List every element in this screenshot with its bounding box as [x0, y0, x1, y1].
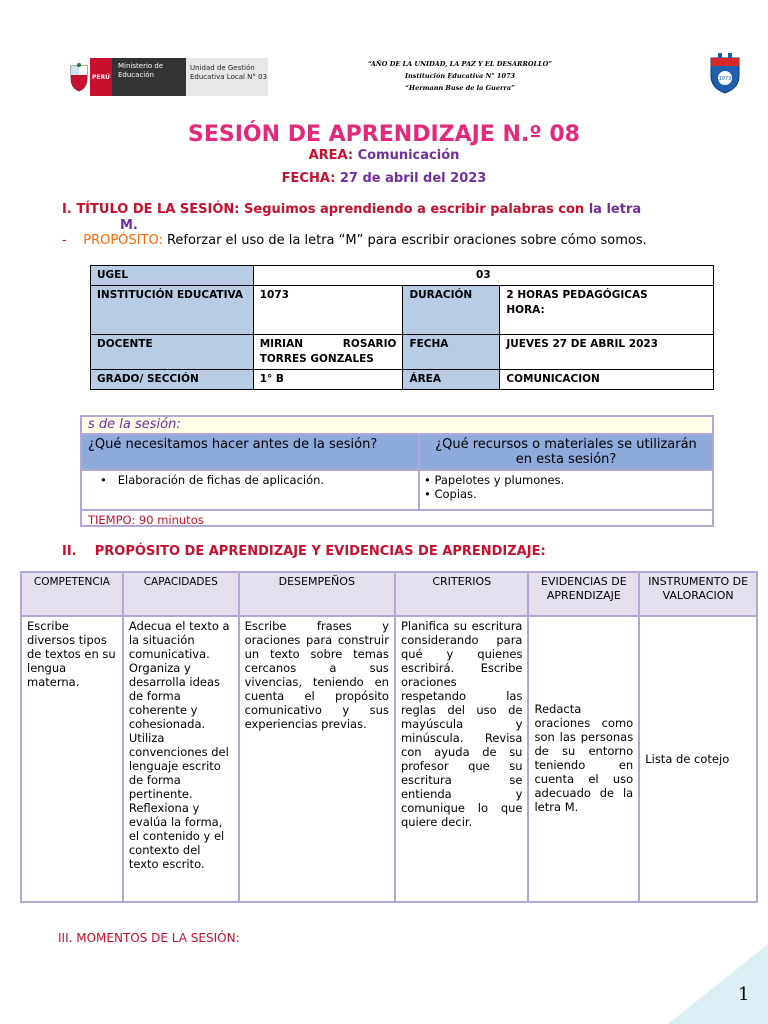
duracion-value: 2 HORAS PEDAGÓGICAS [506, 289, 648, 301]
materials-table [80, 415, 714, 527]
materials-col1-list [82, 470, 419, 510]
ugel-label: UGEL [91, 266, 254, 286]
page-number: 1 [738, 984, 750, 1005]
institucion-value: 1073 [253, 286, 403, 335]
header-competencia: COMPETENCIA [21, 572, 123, 616]
fecha-label: FECHA: [281, 171, 336, 186]
cell-criterios: Planifica su escritura considerando para qué y quienes escribirá. Escribe oraciones respetando las reglas del uso de mayúscula y minúscula. Revisa con ayuda de su profesor que su escritura se entienda y comunique lo que quiere decir. [395, 616, 529, 902]
institution-line: Institución Educativa N° 1073 [404, 72, 516, 80]
ugel-unit-label: Unidad de Gestión Educativa Local N° 03 [186, 58, 268, 96]
list-item: • Copias. [424, 487, 477, 501]
materials-strip: s de la sesión: [82, 417, 712, 433]
section-1-number: I. [62, 202, 72, 217]
section-1-letter: M. [120, 218, 138, 233]
cell-competencia: Escribe diversos tipos de textos en su lengua materna. [21, 616, 123, 902]
proposito-label: PROPÓSITO: [83, 233, 163, 248]
area-table-value: COMUNICACION [500, 370, 714, 390]
tiempo-label: TIEMPO: 90 minutos [82, 510, 712, 529]
materials-col1-header: ¿Qué necesitamos hacer antes de la sesión? [82, 434, 419, 470]
header-capacidades: CAPACIDADES [123, 572, 239, 616]
header-instrumento: INSTRUMENTO DE VALORACION [639, 572, 757, 616]
section-1-highlight: la letra [588, 202, 642, 217]
ugel-value: 03 [253, 266, 713, 286]
crest-number: 1073 [718, 76, 732, 82]
fecha-value: 27 de abril del 2023 [339, 171, 487, 186]
competencias-table [20, 571, 758, 903]
grado-label: GRADO/ SECCIÓN [91, 370, 254, 390]
institucion-label: INSTITUCIÓN EDUCATIVA [91, 286, 254, 335]
materials-col2-list [419, 470, 712, 510]
duracion-label: DURACIÓN [403, 286, 500, 335]
ministry-label: Ministerio de Educación [112, 58, 186, 96]
proposito-bullet: - [62, 233, 67, 248]
section-3-title: III. MOMENTOS DE LA SESIÓN: [58, 931, 240, 945]
docente-value: MIRIAN ROSARIO TORRES GONZALES [253, 335, 403, 370]
area-line [0, 148, 768, 163]
proposito-text: Reforzar el uso de la letra “M” para escribir oraciones sobre cómo somos. [166, 233, 647, 248]
area-table-label: ÁREA [403, 370, 500, 390]
school-crest-icon [708, 52, 742, 94]
fecha-line [0, 171, 768, 186]
header-evidencias: EVIDENCIAS DE APRENDIZAJE [528, 572, 639, 616]
materials-col2-header: ¿Qué recursos o materiales se utilizarán en esta sesión? [419, 434, 712, 470]
header-center [330, 58, 590, 94]
cell-evidencias: Redacta oraciones como son las personas de su entorno teniendo en cuenta el uso adecuado de la letra M. [528, 616, 639, 902]
section-1-text: Seguimos aprendiendo a escribir palabras con [244, 202, 585, 217]
peru-shield-icon [68, 58, 90, 96]
grado-value: 1° B [253, 370, 403, 390]
institution-name: “Hermann Buse de la Guerra” [405, 84, 515, 92]
materials-grid [82, 433, 712, 529]
minedu-logo [68, 58, 186, 96]
section-2-title [62, 544, 546, 559]
duracion-cell [500, 286, 714, 335]
peru-label: PERÚ [90, 58, 112, 96]
header-desempenos: DESEMPEÑOS [239, 572, 395, 616]
year-motto: “AÑO DE LA UNIDAD, LA PAZ Y EL DESARROLLO” [367, 60, 553, 68]
hora-label: HORA: [506, 304, 545, 316]
cell-capacidades: Adecua el texto a la situación comunicativa. Organiza y desarrolla ideas de forma coherente y cohesionada. Utiliza convenciones del lenguaje escrito de forma pertinente. Reflexiona y evalúa la forma, el contenido y el contexto del texto escrito. [123, 616, 239, 902]
section-2-number: II. [62, 544, 77, 559]
fecha-table-value: JUEVES 27 DE ABRIL 2023 [500, 335, 714, 370]
corner-decoration-icon [668, 944, 768, 1024]
proposito-line [62, 233, 752, 248]
header-criterios: CRITERIOS [395, 572, 529, 616]
list-item: • Papelotes y plumones. [424, 473, 565, 487]
info-table [90, 265, 714, 390]
area-value: Comunicación [357, 148, 460, 163]
list-item: • Elaboración de fichas de aplicación. [100, 473, 325, 487]
section-1-label: TÍTULO DE LA SESIÓN: [76, 202, 240, 217]
cell-instrumento: Lista de cotejo [639, 616, 757, 902]
section-2-text: PROPÓSITO DE APRENDIZAJE Y EVIDENCIAS DE APRENDIZAJE: [94, 544, 546, 559]
docente-label: DOCENTE [91, 335, 254, 370]
fecha-table-label: FECHA [403, 335, 500, 370]
page-title: SESIÓN DE APRENDIZAJE N.º 08 [188, 122, 580, 147]
section-1-title [62, 202, 712, 234]
area-label: AREA: [308, 148, 354, 163]
cell-desempenos: Escribe frases y oraciones para construir un texto sobre temas cercanos a sus vivencias, teniendo en cuenta el propósito comunicativo y sus experiencias previas. [239, 616, 395, 902]
